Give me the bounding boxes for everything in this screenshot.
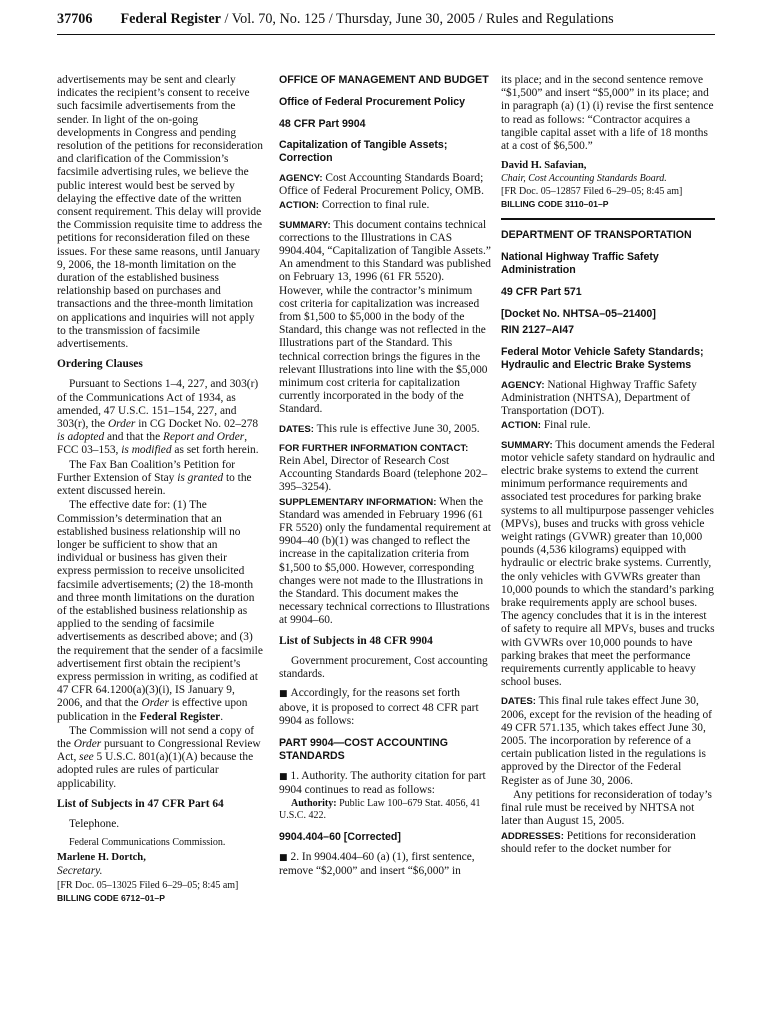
- brake-systems-title: Federal Motor Vehicle Safety Standards; Hydraulic and Electric Brake Systems: [501, 346, 704, 371]
- fr-doc-13025: [FR Doc. 05–13025 Filed 6–29–05; 8:45 am]: [57, 879, 239, 891]
- column-left: [57, 74, 263, 905]
- square-bullet-icon: ■: [279, 771, 288, 782]
- capitalization-title: Capitalization of Tangible Assets; Correction: [279, 139, 448, 165]
- subjects-47cfr-heading: List of Subjects in 47 CFR Part 64: [57, 797, 224, 810]
- nhtsa-action: ACTION: Final rule.: [501, 419, 591, 432]
- part-9904-heading: PART 9904—COST ACCOUNTING STANDARDS: [279, 736, 448, 762]
- accordingly-paragraph: ■ Accordingly, for the reasons set forth above, it is proposed to correct 48 CFR part 9904 as follows:: [279, 687, 479, 727]
- omb-further-info: FOR FURTHER INFORMATION CONTACT: Rein Abel, Director of Research Cost Accounting Standards Board (telephone 202–395–3254).: [279, 442, 488, 494]
- fcc-intro-paragraph: advertisements may be sent and clearly indicates the recipient’s consent to receive such facsimile advertisements from the sender. In light of the on-going developments in Congress and pending resolution of the petitions for reconsideration and clarification of the Commission’s facsimile advertising rules, we believe the public interest would best be served by delaying the effective date of the written consent requirement. This delay will provide the Commission requisite time to address the petitions for reconsideration filed on these issues. For these same reasons, until January 9, 2006, the 18-month limitation on the duration of the established business relationship based on purchases and transactions and the three-month limitation on applications and inquiries will not apply to the transmission of facsimile advertisements.: [57, 74, 263, 351]
- nhtsa-addresses: ADDRESSES: Petitions for reconsideration should refer to the docket number for: [501, 829, 696, 855]
- amendment-continuation: its place; and in the second sentence remove “$1,500” and insert “$5,000” in its place; and in paragraph (a) (1) (i) revise the first sentence to read as follows: “Contractor acquires a tangible capital asset with a life of 18 months at a cost of $6,500.”: [501, 74, 714, 153]
- amendment-item-2: ■ 2. In 9904.404–60 (a) (1), first sentence, remove “$2,000” and insert “$6,000” in: [279, 850, 475, 877]
- ordering-clauses-heading: Ordering Clauses: [57, 358, 143, 371]
- nhtsa-reconsideration: Any petitions for reconsideration of today’s final rule must be received by NHTSA not later than August 15, 2005.: [501, 788, 712, 828]
- fcc-agency-signature: Federal Communications Commission.: [69, 837, 226, 849]
- billing-code-3110: BILLING CODE 3110–01–P: [501, 199, 609, 210]
- nhtsa-agency: AGENCY: National Highway Traffic Safety Administration (NHTSA), Department of Transportation (DOT).: [501, 378, 697, 418]
- billing-code-6712: BILLING CODE 6712–01–P: [57, 892, 165, 903]
- ordering-paragraph-2: The Fax Ban Coalition’s Petition for Further Extension of Stay is granted to the extent discussed herein.: [57, 458, 252, 498]
- subjects-48cfr-text: Government procurement, Cost accounting standards.: [279, 654, 488, 681]
- square-bullet-icon: ■: [279, 852, 288, 863]
- subjects-48cfr-heading: List of Subjects in 48 CFR 9904: [279, 634, 433, 647]
- signer-dortch: Marlene H. Dortch,: [57, 852, 146, 864]
- docket-number: [Docket No. NHTSA–05–21400]: [501, 307, 656, 320]
- omb-agency: AGENCY: Cost Accounting Standards Board; Office of Federal Procurement Policy, OMB.: [279, 171, 484, 198]
- dot-heading: DEPARTMENT OF TRANSPORTATION: [501, 229, 692, 242]
- publication-title: Federal Register: [120, 11, 221, 27]
- page-header: [57, 11, 717, 28]
- column-middle: [279, 74, 491, 879]
- nhtsa-summary: SUMMARY: This document amends the Federal motor vehicle safety standard on hydraulic and electric brake systems to extend the current minimum performance requirements and associated test procedures for parking brake systems to all multipurpose passenger vehicles (MPVs), buses and trucks with gross vehicle weight ratings (GVWR) greater than 10,000 pounds (4,536 kilograms) equipped with hydraulic or electric brake systems. Currently, the only vehicles with GVWRs greater than 10,000 pounds to which the standard’s parking brake requirements apply are school buses. The agency concludes that it is in the interest of safety to require all MPVs, buses and trucks with GVWRs over 10,000 pounds to have parking brakes that meet the performance requirements currently applicable to heavy school buses.: [501, 438, 715, 689]
- authority-item: ■ 1. Authority. The authority citation for part 9904 continues to read as follows:: [279, 769, 486, 796]
- signer-dortch-title: Secretary.: [57, 865, 103, 878]
- rin-number: RIN 2127–AI47: [501, 324, 575, 337]
- column-right: [501, 74, 715, 857]
- authority-citation: Authority: Public Law 100–679 Stat. 4056, 41 U.S.C. 422.: [279, 797, 481, 821]
- header-rule: [57, 34, 715, 35]
- omb-action: ACTION: Correction to final rule.: [279, 199, 430, 212]
- issue-info: / Vol. 70, No. 125 / Thursday, June 30, 2005 / Rules and Regulations: [220, 11, 614, 27]
- section-divider: [501, 218, 715, 220]
- cfr-571-heading: 49 CFR Part 571: [501, 285, 582, 298]
- signer-safavian-title: Chair, Cost Accounting Standards Board.: [501, 173, 667, 185]
- page-number: 37706: [57, 11, 93, 27]
- ordering-paragraph-1: Pursuant to Sections 1–4, 227, and 303(r) of the Communications Act of 1934, as amended, 47 U.S.C. 151–154, 227, and 303(r), the Order in CG Docket No. 02–278 is adopted and that the Report and Order, FCC 03–153, is modified as set forth herein.: [57, 378, 259, 457]
- cfr-9904-heading: 48 CFR Part 9904: [279, 117, 366, 130]
- section-9904-404-60-heading: 9904.404–60 [Corrected]: [279, 830, 401, 843]
- omb-heading: OFFICE OF MANAGEMENT AND BUDGET: [279, 74, 489, 86]
- omb-dates: DATES: This rule is effective June 30, 2005.: [279, 422, 480, 435]
- ofpp-heading: Office of Federal Procurement Policy: [279, 95, 466, 108]
- subject-telephone: Telephone.: [69, 817, 120, 830]
- square-bullet-icon: ■: [279, 689, 288, 700]
- signer-safavian: David H. Safavian,: [501, 160, 587, 172]
- omb-summary: SUMMARY: This document contains technical corrections to the Illustrations in CAS 9904.404, “Capitalization of Tangible Assets.” An amendment to this Standard was published on February 13, 1996 (61 FR 5520). However, while the contractor’s minimum cost criteria for capitalization was increased from $1,500 to $5,000 in the body of the Standard, this change was not reflected in the Illustrations part of the Standard. This technical correction brings the figures in the relevant Illustrations into line with the $5,000 minimum cost criteria for capitalization currently incorporated in the body of the Standard.: [279, 218, 491, 416]
- ordering-paragraph-3: The effective date for: (1) The Commission’s determination that an established business relationship will no longer be sufficient to show that an individual or business has given their express permission to receive unsolicited facsimile advertisements; (2) the 18-month and three month limitations on the duration of the established business relationship as applied to the sending of facsimile advertisements as described above; and (3) the requirement that the sender of a facsimile advertisement first obtain the recipient’s express permission in writing, as codified at 47 CFR 64.1200(a)(3)(i), IS January 9, 2006, and that the Order is effective upon publication in the Federal Register.: [57, 499, 263, 723]
- nhtsa-dates: DATES: This final rule takes effect June 30, 2006, except for the revision of the heading of 49 CFR 571.135, which takes effect June 30, 2005. The incorporation by reference of a certain publication listed in the regulations is approved by the Director of the Federal Register as of June 30, 2006.: [501, 695, 712, 787]
- omb-supplementary-info: SUPPLEMENTARY INFORMATION: When the Standard was amended in February 1996 (61 FR 5520) only the fundamental requirement at 9904–40 (b)(1) was changed to reflect the increase in the capitalization criteria from $1,500 to $5,000. However, corresponding changes were not made to the Illustrations in the Standard. This document makes the necessary technical corrections to Illustrations at 9904–60.: [279, 495, 491, 627]
- fr-doc-12857: [FR Doc. 05–12857 Filed 6–29–05; 8:45 am]: [501, 186, 683, 198]
- nhtsa-heading: National Highway Traffic Safety Administration: [501, 251, 659, 277]
- ordering-paragraph-4: The Commission will not send a copy of the Order pursuant to Congressional Review Act, see 5 U.S.C. 801(a)(1)(A) because the adopted rules are rules of particular applicability.: [57, 724, 261, 790]
